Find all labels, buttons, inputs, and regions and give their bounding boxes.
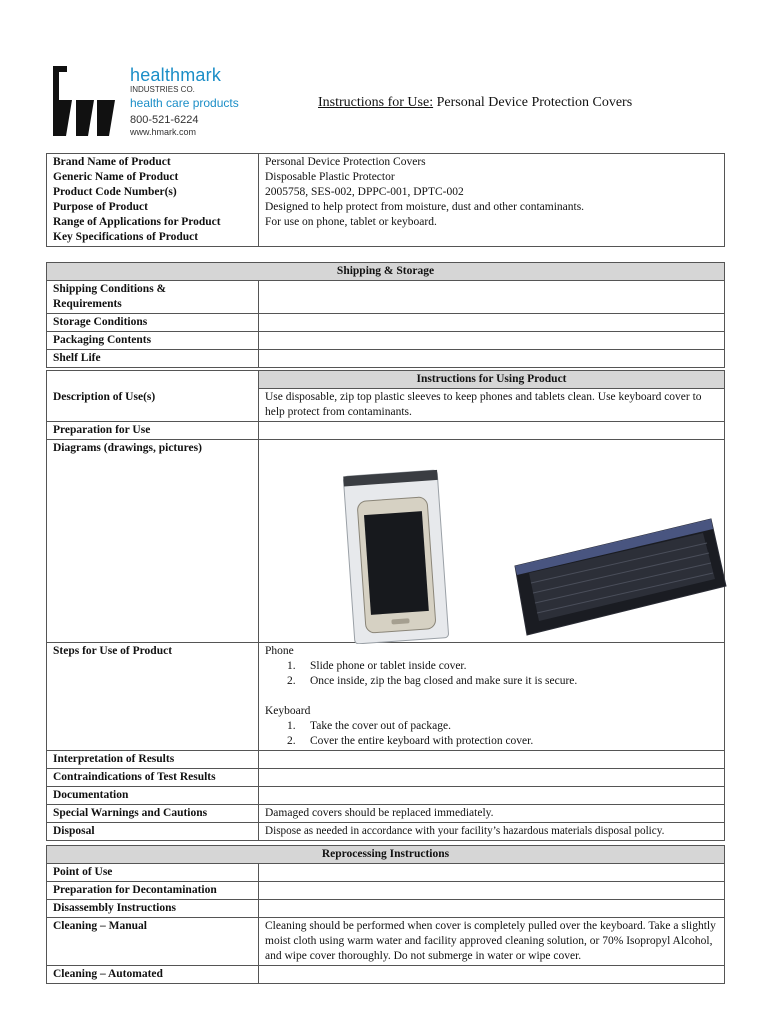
- value-purpose: Designed to help protect from moisture, dust and other contaminants.: [265, 201, 585, 213]
- value-range: For use on phone, tablet or keyboard.: [265, 216, 437, 228]
- phone-in-sleeve-image: [341, 469, 451, 644]
- point-of-use-value: [259, 864, 725, 882]
- steps-label: Steps for Use of Product: [47, 643, 259, 751]
- logo-sub: INDUSTRIES CO.: [130, 85, 195, 94]
- cleaning-automated-value: [259, 966, 725, 984]
- shelf-life-label: Shelf Life: [47, 350, 259, 368]
- logo-text: [130, 66, 239, 137]
- product-values: [259, 154, 725, 247]
- description-label: Description of Use(s): [47, 389, 259, 422]
- cleaning-manual-value: Cleaning should be performed when cover is completely pulled over the keyboard. Take a slightly moist cloth using warm water and facility approved cleaning solution, or 70% Isopropyl Alcohol, and wipe cover thoroughly. Do not submerge in water or wipe cover.: [259, 918, 725, 966]
- label-brand-name: Brand Name of Product: [53, 156, 171, 168]
- shipping-conditions-line1: Shipping Conditions &: [53, 283, 167, 295]
- page-title: [318, 95, 632, 111]
- logo-name: healthmark: [130, 65, 222, 85]
- cleaning-automated-label: Cleaning – Automated: [47, 966, 259, 984]
- keyboard-step-1: Take the cover out of package.: [310, 720, 451, 732]
- point-of-use-label: Point of Use: [47, 864, 259, 882]
- list-item: 2. Cover the entire keyboard with protection cover.: [287, 735, 534, 747]
- label-purpose: Purpose of Product: [53, 201, 148, 213]
- warnings-value: Damaged covers should be replaced immediately.: [259, 805, 725, 823]
- label-range: Range of Applications for Product: [53, 216, 221, 228]
- storage-conditions-value: [259, 314, 725, 332]
- documentation-value: [259, 787, 725, 805]
- keyboard-step-2: Cover the entire keyboard with protection cover.: [310, 735, 534, 747]
- decontamination-value: [259, 882, 725, 900]
- logo-phone: 800-521-6224: [130, 114, 199, 126]
- reprocessing-table: [46, 845, 725, 984]
- label-generic-name: Generic Name of Product: [53, 171, 179, 183]
- packaging-contents-value: [259, 332, 725, 350]
- steps-phone-title: Phone: [265, 645, 294, 657]
- label-key-specs: Key Specifications of Product: [53, 231, 199, 243]
- packaging-contents-label: Packaging Contents: [47, 332, 259, 350]
- using-label-spacer: [47, 371, 259, 389]
- steps-keyboard-title: Keyboard: [265, 705, 311, 717]
- value-product-code: 2005758, SES-002, DPPC-001, DPTC-002: [265, 186, 464, 198]
- list-item: 1. Take the cover out of package.: [287, 720, 451, 732]
- diagrams-label: Diagrams (drawings, pictures): [47, 440, 259, 643]
- list-item: 1. Slide phone or tablet inside cover.: [287, 660, 467, 672]
- product-info-table: [46, 153, 725, 247]
- storage-conditions-label: Storage Conditions: [47, 314, 259, 332]
- diagrams-value: [259, 440, 725, 643]
- using-table: [46, 370, 725, 841]
- contraindications-label: Contraindications of Test Results: [47, 769, 259, 787]
- shipping-conditions-value: [259, 281, 725, 314]
- product-labels: [47, 154, 259, 247]
- disposal-label: Disposal: [47, 823, 259, 841]
- title-text: Personal Device Protection Covers: [433, 95, 633, 110]
- shelf-life-value: [259, 350, 725, 368]
- disassembly-label: Disassembly Instructions: [47, 900, 259, 918]
- logo-url: www.hmark.com: [130, 127, 197, 137]
- decontamination-label: Preparation for Decontamination: [47, 882, 259, 900]
- cleaning-manual-label: Cleaning – Manual: [47, 918, 259, 966]
- value-generic-name: Disposable Plastic Protector: [265, 171, 395, 183]
- list-item: 2. Once inside, zip the bag closed and make sure it is secure.: [287, 675, 578, 687]
- shipping-conditions-label: [47, 281, 259, 314]
- phone-step-2: Once inside, zip the bag closed and make sure it is secure.: [310, 675, 578, 687]
- description-value: Use disposable, zip top plastic sleeves to keep phones and tablets clean. Use keyboard cover to help protect from contaminants.: [259, 389, 725, 422]
- reprocessing-heading: Reprocessing Instructions: [47, 846, 725, 864]
- keyboard-with-cover-image: [511, 511, 731, 641]
- label-product-code: Product Code Number(s): [53, 186, 177, 198]
- disassembly-value: [259, 900, 725, 918]
- disposal-value: Dispose as needed in accordance with your facility’s hazardous materials disposal policy.: [259, 823, 725, 841]
- shipping-heading: Shipping & Storage: [47, 263, 725, 281]
- interpretation-label: Interpretation of Results: [47, 751, 259, 769]
- interpretation-value: [259, 751, 725, 769]
- preparation-label: Preparation for Use: [47, 422, 259, 440]
- shipping-conditions-line2: Requirements: [53, 298, 122, 310]
- preparation-value: [259, 422, 725, 440]
- value-brand-name: Personal Device Protection Covers: [265, 156, 426, 168]
- shipping-table: [46, 262, 725, 368]
- documentation-label: Documentation: [47, 787, 259, 805]
- phone-step-1: Slide phone or tablet inside cover.: [310, 660, 467, 672]
- contraindications-value: [259, 769, 725, 787]
- using-heading: Instructions for Using Product: [259, 371, 725, 389]
- product-pictures: [265, 441, 718, 641]
- steps-value: [259, 643, 725, 751]
- warnings-label: Special Warnings and Cautions: [47, 805, 259, 823]
- value-key-specs: [265, 230, 718, 245]
- logo-tagline: health care products: [130, 96, 239, 110]
- steps-keyboard-list: [265, 719, 718, 749]
- steps-phone-list: [265, 659, 718, 689]
- title-prefix: Instructions for Use:: [318, 95, 434, 110]
